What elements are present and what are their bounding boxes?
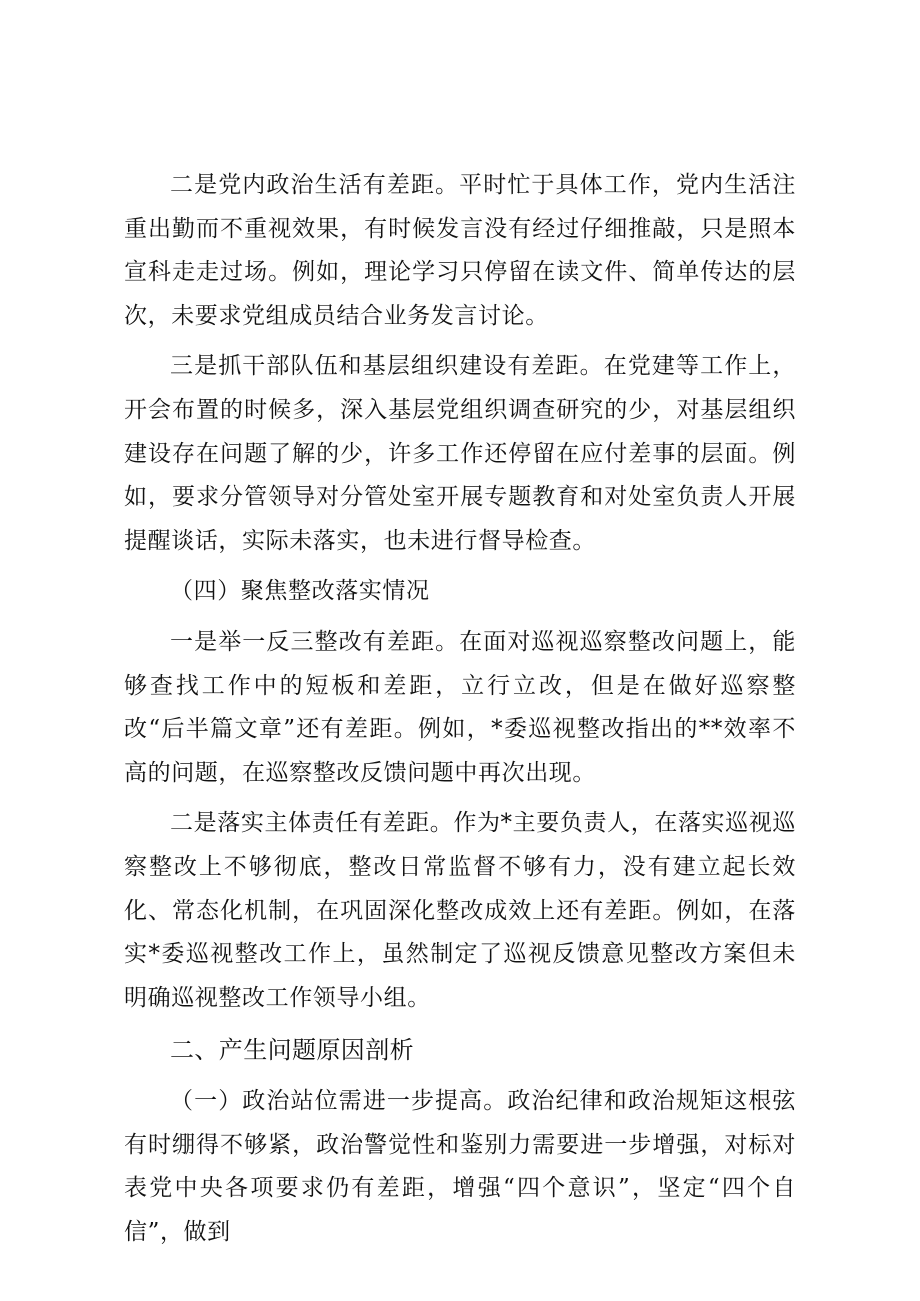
paragraph-spacer: [124, 1073, 796, 1080]
section-heading-cause-analysis: 二、产生问题原因剖析: [170, 1036, 414, 1065]
document-body: [124, 164, 796, 1255]
paragraph-spacer: [124, 795, 796, 802]
paragraph-rectification-gap: 一是举一反三整改有差距。在面对巡视巡察整改问题上，能够查找工作中的短板和差距，立行立改，但是在做好巡察整改“后半篇文章”还有差距。例如，*委巡视整改指出的**效率不高的问题，在巡察整改反馈问题中再次出现。: [124, 628, 796, 786]
paragraph-spacer: [124, 338, 796, 345]
paragraph-cadre-building-gap: 三是抓干部队伍和基层组织建设有差距。在党建等工作上，开会布置的时候多，深入基层党组织调查研究的少，对基层组织建设存在问题了解的少，许多工作还停留在应付差事的层面。例如，要求分管领导对分管处室开展专题教育和对处室负责人开展提醒谈话，实际未落实，也未进行督导检查。: [124, 353, 796, 554]
paragraph-party-life-gap: 二是党内政治生活有差距。平时忙于具体工作，党内生活注重出勤而不重视效果，有时候发言没有经过仔细推敲，只是照本宣科走走过场。例如，理论学习只停留在读文件、简单传达的层次，未要求党组成员结合业务发言讨论。: [124, 172, 796, 329]
paragraph-spacer: [124, 1020, 796, 1027]
subsection-heading-rectification: （四）聚焦整改落实情况: [170, 578, 430, 605]
paragraph-spacer: [124, 614, 796, 621]
paragraph-responsibility-gap: 二是落实主体责任有差距。作为*主要负责人，在落实巡视巡察整改上不够彻底，整改日常监督不够有力，没有建立起长效化、常态化机制，在巩固深化整改成效上还有差距。例如，在落实*委巡视整改工作上，虽然制定了巡视反馈意见整改方案但未明确巡视整改工作领导小组。: [124, 810, 796, 1011]
paragraph-spacer: [124, 563, 796, 570]
paragraph-political-stance: （一）政治站位需进一步提高。政治纪律和政治规矩这根弦有时绷得不够紧，政治警觉性和鉴别力需要进一步增强，对标对表党中央各项要求仍有差距，增强“四个意识”，坚定“四个自信”，做到: [124, 1088, 796, 1246]
